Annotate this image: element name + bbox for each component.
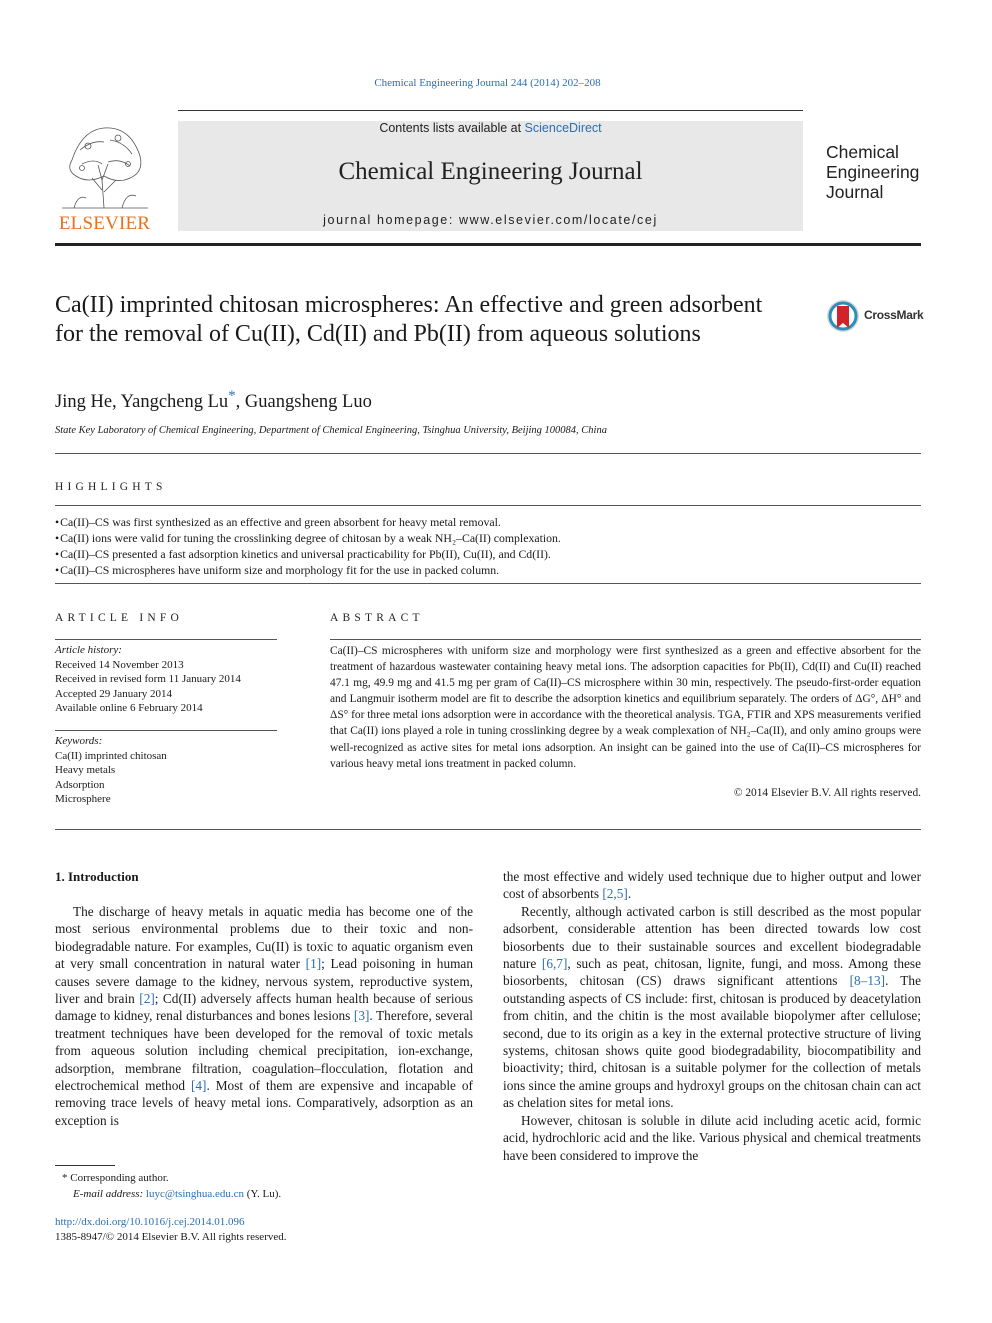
article-history xyxy=(55,643,277,716)
article-info-heading: ARTICLE INFO xyxy=(55,612,183,624)
highlights-top-rule xyxy=(55,505,921,506)
citation-link[interactable]: [6,7] xyxy=(541,956,568,972)
highlights-list xyxy=(55,514,921,578)
history-received: Received 14 November 2013 xyxy=(55,658,184,671)
citation-link[interactable]: [2] xyxy=(139,991,155,1007)
corresponding-author-footnote: * Corresponding author. E-mail address: luyc@tsinghua.edu.cn (Y. Lu). xyxy=(62,1172,282,1200)
footnote-rule xyxy=(55,1165,115,1166)
masthead-divider xyxy=(55,243,921,246)
header-rule xyxy=(178,110,803,111)
crossmark-icon xyxy=(826,298,860,334)
abstract-heading: ABSTRACT xyxy=(330,612,424,624)
keyword-item: Ca(II) imprinted chitosan xyxy=(55,749,167,762)
section-divider xyxy=(55,453,921,454)
body-column-right xyxy=(503,868,921,1164)
journal-cover-title[interactable]: Chemical Engineering Journal xyxy=(826,142,920,202)
highlight-item: • Ca(II)–CS was first synthesized as an effective and green absorbent for heavy metal removal. xyxy=(55,514,921,530)
section-heading-introduction: 1. Introduction xyxy=(55,869,139,884)
crossmark-badge[interactable] xyxy=(826,298,936,334)
highlight-item: • Ca(II)–CS microspheres have uniform size and morphology fit for the use in packed column. xyxy=(55,562,921,578)
keywords xyxy=(55,734,277,807)
citation-link[interactable]: [4] xyxy=(190,1078,207,1094)
history-online: Available online 6 February 2014 xyxy=(55,702,203,714)
elsevier-wordmark: ELSEVIER xyxy=(58,213,151,234)
issn-line: 1385-8947/© 2014 Elsevier B.V. All rights reserved. xyxy=(55,1231,287,1243)
paragraph: However, chitosan is soluble in dilute acid including acetic acid, formic acid, hydrochloric acid and the like. Various physical and chemical treatments have been considered to improve the xyxy=(503,1112,921,1163)
history-revised: Received in revised form 11 January 2014 xyxy=(55,673,241,685)
corresponding-author-marker[interactable]: * xyxy=(228,387,236,404)
author-email-link[interactable]: luyc@tsinghua.edu.cn xyxy=(145,1188,245,1200)
elsevier-tree-icon xyxy=(52,120,157,212)
elsevier-logo[interactable] xyxy=(52,120,157,235)
keywords-rule xyxy=(55,730,277,731)
history-label: Article history: xyxy=(55,644,122,656)
sciencedirect-link[interactable]: ScienceDirect xyxy=(524,121,602,135)
journal-reference-link[interactable]: Chemical Engineering Journal 244 (2014) 202–208 xyxy=(374,77,601,89)
journal-masthead xyxy=(178,121,803,231)
keywords-label: Keywords: xyxy=(55,735,103,747)
keyword-item: Adsorption xyxy=(55,778,105,791)
highlights-bottom-rule xyxy=(55,583,921,584)
contents-line: Contents lists available at ScienceDirect xyxy=(379,121,602,135)
abstract-rule xyxy=(330,639,921,640)
article-title: Ca(II) imprinted chitosan microspheres: An effective and green adsorbent for the removal of Cu(II), Cd(II) and Pb(II) from aqueous solutions xyxy=(55,292,763,347)
crossmark-label: CrossMark xyxy=(864,308,924,322)
citation-link[interactable]: [8–13] xyxy=(849,973,886,989)
keyword-item: Heavy metals xyxy=(55,764,116,776)
keyword-item: Microsphere xyxy=(55,793,111,805)
highlights-heading: HIGHLIGHTS xyxy=(55,481,167,493)
affiliation: State Key Laboratory of Chemical Engineering, Department of Chemical Engineering, Tsinghua University, Beijing 100084, China xyxy=(55,425,607,436)
highlight-item: • Ca(II) ions were valid for tuning the crosslinking degree of chitosan by a weak NH₂–Ca(II) complexation. xyxy=(55,530,921,546)
citation-link[interactable]: [2,5] xyxy=(602,886,628,902)
journal-homepage: journal homepage: www.elsevier.com/locate/cej xyxy=(323,213,658,227)
author-list: Jing He, Yangcheng Lu*, Guangsheng Luo xyxy=(55,387,372,412)
paragraph: The discharge of heavy metals in aquatic media has become one of the most serious environmental problems due to their toxic and non-biodegradable nature. For examples, Cu(II) is toxic to aquatic organism even at very small concentration in natural water [1]; Lead poisoning in human causes severe damage to the kidney, nervous system, reproductive system, liver and brain [2]; Cd(II) adversely affects human health because of serious damage to kidney, renal disturbances and bones lesions [3]. Therefore, several treatment techniques have been developed for the removal of toxic metals from aqueous solution including chemical precipitation, ion-exchange, adsorption, membrane filtration, coagulation–flocculation, flotation and electrochemical method [4]. Most of them are expensive and incapable of removing trace levels of heavy metal ions. Comparatively, adsorption as an exception is xyxy=(55,904,473,1128)
front-matter-bottom-rule xyxy=(55,829,921,830)
abstract-text: Ca(II)–CS microspheres with uniform size and morphology were first synthesized as a green and effective absorbent for the treatment of hazardous wastewater containing heavy metal ions. The adsorption capacities for Pb(II), Cd(II) and Cu(II) reached 47.1 mg, 49.9 mg and 41.5 mg per gram of Ca(II)–CS microsphere within 30 min, respectively. The pseudo-first-order equation and Langmuir isotherm model are fit to describe the adsorption kinetics and equilibrium separately. The orders of ΔG°, ΔH° and ΔS° for three metal ions adsorption were in accordance with the theoretical analysis. TGA, FTIR and XPS measurements verified that Ca(II) ions played a role in tuning crosslinking degree by a weak complexation of NH₂–Ca(II), and only amino groups were well-recognized as active sites for metal ions adsorption. An insight can be gained into the use of Ca(II)–CS microspheres for various heavy metal ions treatment in packed column. xyxy=(330,645,921,770)
history-accepted: Accepted 29 January 2014 xyxy=(55,687,172,700)
journal-name: Chemical Engineering Journal xyxy=(338,158,643,185)
homepage-link[interactable]: www.elsevier.com/locate/cej xyxy=(459,213,658,227)
citation-link[interactable]: [3] xyxy=(353,1008,370,1024)
paragraph: the most effective and widely used technique due to higher output and lower cost of absorbents [2,5]. xyxy=(503,869,921,902)
body-column-left xyxy=(55,903,473,1129)
paragraph: Recently, although activated carbon is still described as the most popular adsorbent, considerable attention has been directed towards low cost biosorbents due to their sustainable sources and excellent biodegradable nature [6,7], such as peat, chitosan, lignite, fungi, and moss. Among these biosorbents, chitosan (CS) draws significant attentions [8–13]. The outstanding aspects of CS include: first, chitosan is produced by deacetylation from chitin, and the chitin is the most available biopolymer after cellulose; second, due to its origin as a key in the external protective structure of living systems, chitosan shows quite good biodegradability, biocompatibility and bioactivity; third, chitosan is a suitable polymer for the collection of metals ions since the amine groups and hydroxyl groups on the chitosan chain can act as chelation sites for metal ions. xyxy=(503,903,921,1111)
highlight-item: • Ca(II)–CS presented a fast adsorption kinetics and universal practicability for Pb(II), Cu(II), and Cd(II). xyxy=(55,546,921,562)
citation-link[interactable]: [1] xyxy=(305,956,322,972)
abstract-copyright: © 2014 Elsevier B.V. All rights reserved. xyxy=(733,787,921,799)
article-info-rule xyxy=(55,639,277,640)
doi-link[interactable]: http://dx.doi.org/10.1016/j.cej.2014.01.096 xyxy=(55,1216,245,1228)
